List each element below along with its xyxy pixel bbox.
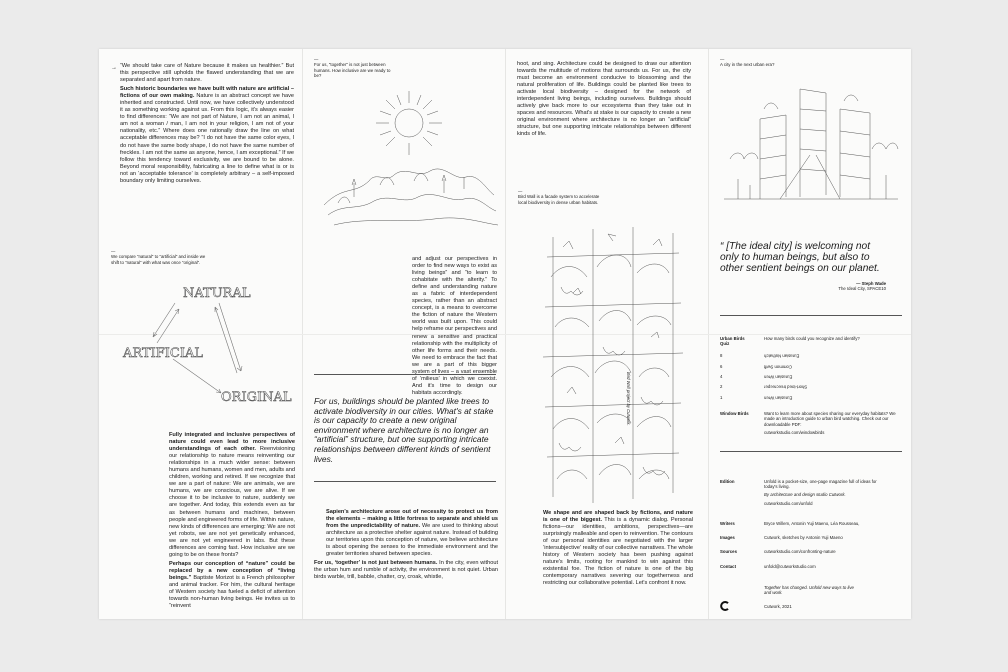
page1-top-text — [120, 63, 294, 253]
page4-caption-block: — A city in the next urban era? — [720, 57, 820, 77]
edition-label: Edition — [720, 479, 735, 484]
cutwork-logo-icon — [720, 601, 730, 611]
footer-credit: Cutwork, 2021 — [764, 604, 792, 609]
edition-studio: By architecture and design studio Cutwork. — [764, 492, 846, 497]
contact-label: Contact — [720, 564, 736, 569]
quiz-label: Urban Birds Quiz — [720, 336, 745, 347]
page2-p2-bold: Sapien's architecture arose out of necessity to protect us from the elements – making a little fortress to separate and shield us from the unpredictability of nature. — [326, 509, 498, 530]
diagram-word-original: ORIGINAL — [221, 390, 292, 405]
quiz-item-number: 1 — [720, 395, 723, 400]
natural-artificial-diagram — [113, 275, 301, 411]
page2-p2-rest: We are used to thinking about architecture as a protective shelter against nature. Instead of building our territories upon this conception of nature, we believe architecture is about opening the senses to the immediate environment and the greater territories shared between species. — [326, 523, 498, 558]
page1-p3-rest: Baptiste Morizot is a French philosopher and animal tracker. For him, the cultural heritage of Western society has fueled a deficit of attention towards non-human living beings. He invites us to “reinvent — [169, 574, 295, 610]
divider — [314, 481, 496, 482]
page1-p1-rest: Nature is an abstract concept we have inherited and constructed. Until now, we have collectively understood it as something working against us. From this logic, it's always easier to find differences: “We are not part of Nature, I am not an animal, I am not a woman / man, I am not in your religion, I am not of your nationality, etc.” Where does one rationally draw the line on what acceptable differences may be? “I do not have the same color eyes, I do not have the same body shape, I do not have the same number of freckles. I am not the same as anyone, hence, I am exceptional.” If we follow this tendency toward exclusivity, we are bound to be alone. Beyond moral responsibility, fabricating a line to define what is or is not an ‘acceptable tolerance’ is completely arbitrary – a self-imposed boundary only limiting ourselves. — [120, 93, 294, 184]
quiz-item-answer: Eurasian Wren — [764, 395, 793, 401]
closing-line: Together has changed. Unfold new ways to live and work. — [764, 585, 854, 596]
page2-p3-bold: For us, ‘together’ is not just between humans. — [314, 560, 438, 567]
page1-p2-bold: Fully integrated and inclusive perspectives of nature could even lead to more inclusive understandings of each other. — [169, 432, 295, 453]
page3-p1: hoot, and sing. Architecture could be designed to draw our attention towards the multitude of motions that surrounds us. For us, the city must become an environment conducive to blossoming and the natural proliferation of life. Buildings could be planted like trees to activate local biodiversity – designed for the network of interdependent living beings, including ourselves. Buildings should actively give back more to our ecosystems than they take out in spaces and resources. What's at stake is our capacity to create a new original environment where architecture is no longer an “artificial” structure, but one supporting intricate relationships between different kinds of life. — [517, 61, 691, 138]
quiz-item-number: 6 — [720, 364, 723, 369]
quote-author: — Steph Wade — [856, 281, 886, 286]
diagram-word-natural: NATURAL — [183, 286, 251, 301]
quote-block — [720, 241, 886, 311]
writers: Bryce Willem, Antonin Yuji Maeno, Léa Rousseau, — [764, 521, 860, 526]
quiz-item-answer: Short-toed treecreeper — [764, 384, 808, 390]
page4-quote: “ [The ideal city] is welcoming not only to human beings, but also to other sentient beings on our planet. — [720, 241, 880, 275]
arrow-right-icon: → — [111, 65, 117, 71]
page3-caption-block: — Bird Wall is a facade system to accelerate local biodiversity in dense urban habitats. — [518, 189, 603, 219]
quiz-item-number: 4 — [720, 374, 723, 379]
quote-source: The Ideal City, SPACE10 — [838, 286, 886, 292]
magazine-spread — [99, 49, 911, 619]
quiz-question: How many birds could you recognize and identify? — [764, 336, 860, 341]
quiz-item-number: 8 — [720, 353, 723, 358]
window-birds-label: Window Birds — [720, 411, 749, 416]
page3-p2-bold: We shape and are shaped back by fictions, and nature is one of the biggest. — [543, 510, 693, 524]
contact-email[interactable]: unfold@cutworkstudio.com — [764, 564, 816, 569]
pull-quote-block — [314, 397, 498, 477]
divider — [314, 374, 496, 375]
page2-top-text — [412, 256, 497, 406]
bird-wall-sketch — [533, 217, 687, 507]
page1-p3-bold: Perhaps our conception of “nature” could be replaced by a new conception of “living beings.” — [169, 560, 295, 581]
page2-bottom-text — [314, 509, 498, 617]
diagram-word-artificial: ARTIFICIAL — [123, 346, 204, 361]
page1-p2-rest: Reenvisioning our relationship to nature means reinventing our relationships in a much wider sense: between humans and humans, women and men, adults and children, working and retired. If we recognize that we are a part of nature: We are animals, we are humans, we are conscious, we are alive. If we choose it to be inclusive to nature, suddenly we are together. And today, this extends even as far as between humans and machines, between people and engineered forms of life. Within nature, new kinds of differences are emerging: We are not yet robots, we are not yet genetically enhanced, we are not yet engineered in labs. But these differences are coming fast. How inclusive are we going to be on these fronts? — [169, 446, 295, 558]
sun-forest-sketch — [314, 85, 500, 235]
quiz-item-answer: Eurasian Nuthatch — [764, 353, 800, 359]
page2-p1: and adjust our perspectives in order to find new ways to exist as living beings” and “to learn to cohabitate with the alterity.” To define and understanding nature as a fabric of interdependent species, rather than an abstract concept, is a means to overcome the fiction of nature the Western world was built upon. This could help reframe our perspectives and renew a sensitive and practical relationship with the multiplicity of other life forms and their needs. We need to embrace the fact that we are a part of this bigger system of lives – a vast ensemble of ‘milieus’ in which we coexist. And it's time to design our habitats accordingly. — [412, 256, 497, 396]
bird-wall-credit: Bird Wall project by Cutwork. — [626, 372, 631, 426]
divider — [720, 451, 902, 452]
future-city-sketch — [720, 79, 902, 207]
edition-text: Unfold is a pocket-size, one-page magazine full of ideas for today's living. — [764, 479, 877, 490]
pull-quote: For us, buildings should be planted like trees to activate biodiversity in our cities. What's at stake is our capacity to create a new original environment where architecture is no longer an “artificial” structure, but one supporting intricate relationships between different kinds of sentient lives. — [314, 397, 494, 464]
page3-caption: Bird Wall is a facade system to accelerate local biodiversity in dense urban habitats. — [518, 194, 600, 205]
diagram-caption-block: — We compare “natural” to “artificial” and inside we shift to “natural” with what was once “original”. — [111, 249, 211, 279]
edition-link[interactable]: cutworkstudio.com/unfold — [764, 501, 813, 506]
page3-bottom-text — [519, 510, 693, 618]
writers-label: Writers — [720, 521, 735, 526]
page1-p1-bold: Such historic boundaries we have built with nature are artificial – fictions of our own making. — [120, 86, 294, 100]
window-birds-link[interactable]: cutworkstudio.com/windowbirds — [764, 430, 825, 435]
images-label: Images — [720, 535, 735, 540]
page2-p3-rest: In the city, even without the urban hum and rumble of activity, the environment is not quiet. Urban birds warble, trill, babble, chatter, cry, croak, whistle, — [314, 560, 498, 581]
page3-p2-rest: This is a dynamic dialog. Personal fictions—our identities, ambitions, perspectives—are surprisingly malleable and open to reinvention. The contours of our personal identities are negotiated with the larger ‘intersubjective’ reality of our collective narratives. The whole history of Western society has been pushing against nature's limits, rooting for mankind to win against this existential foe. The fiction of nature is one of the big contemporary narratives severing our togetherness and restricting our collaborative potential. Let's confront it now. — [543, 517, 693, 587]
page1-intro: “We should take care of Nature because it makes us healthier.” But this perspective still upholds the flawed understanding that we are separated and apart from nature. — [120, 63, 294, 84]
page2-caption: For us, “together” is not just between humans. How inclusive are we ready to be? — [314, 62, 391, 79]
window-birds-text: Want to learn more about species sharing our everyday habitats? We made an introduction guide to urban bird watching. Check out our downloadable PDF: — [764, 411, 896, 427]
sources[interactable]: cutworkstudio.com/confronting-nature — [764, 549, 836, 554]
quiz-item-answer: Eurasian Wren — [764, 374, 793, 380]
sources-label: Sources — [720, 549, 737, 554]
quote-attribution — [749, 281, 886, 295]
quiz-item-answer: Common Swift — [764, 364, 792, 370]
page4-caption: A city in the next urban era? — [720, 62, 775, 68]
page3-top-text — [517, 61, 691, 191]
images: Cutwork, sketches by Antonin Yuji Maeno — [764, 535, 843, 540]
page2-caption-block: — For us, “together” is not just between humans. How inclusive are we ready to be? — [314, 57, 394, 87]
page1-bottom-text — [169, 432, 295, 616]
divider — [720, 315, 902, 316]
quiz-item-number: 2 — [720, 384, 723, 389]
diagram-caption: We compare “natural” to “artificial” and inside we shift to “natural” with what was once “original”. — [111, 254, 206, 265]
